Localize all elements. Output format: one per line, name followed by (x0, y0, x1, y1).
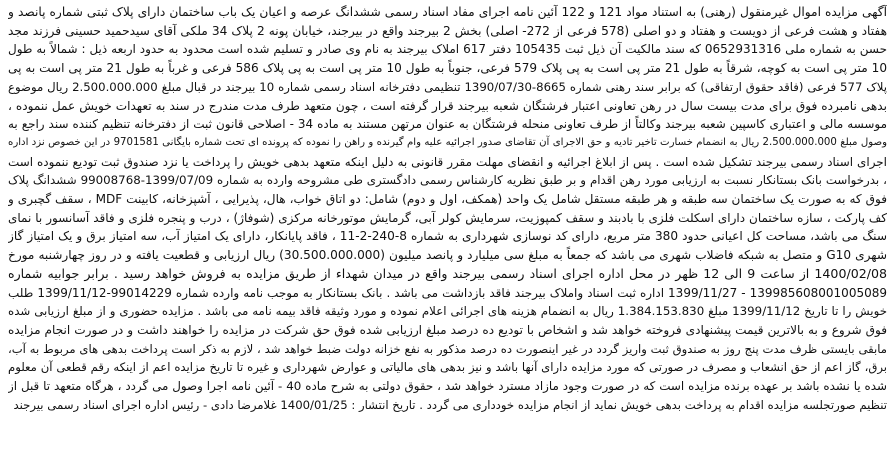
notice-line: برق، گاز اعم از حق انشعاب و مصرف در صورتی که مورد مزایده دارای آنها باشد و نیز بدهی های مالیاتی و عوارض شهرداری و غیره تا تاریخ مزایده اعم از اینکه رقم قطعی آن معلوم (8, 360, 887, 375)
notice-line: 10 متر پی است به کوچه، شرقاً به طول 21 متر پی است به پی پلاک 579 فرعی، جنوباً به طول 10 متر پی است به پی پلاک 586 فرعی و غرباً به طول 21 متر پی است به پی (8, 61, 887, 76)
notice-line: وصول مبلغ 2.500.000.000 ریال به انضمام خسارت تاخیر تادیه و حق الاجرای آن تقاضای صدور اجرائیه علیه وام گیرنده و راهن را نموده که پرونده ای تحت شماره بایگانی 9701581 در این خصوص نزد اداره (8, 136, 887, 148)
notice-line: موسسه مالی و اعتباری کاسپین شعبه بیرجند وکالتاً از طرف تعاونی منحله فرشتگان به عنوان مرتهن مستند به ماده 34 - اصلاحی قانون ثبت از دفترخانه تنظیم کننده سند راجع به (8, 117, 887, 132)
notice-line: ، بدرخواست بانک بستانکار نسبت به ارزیابی مورد رهن اقدام و بر طبق نظریه کارشناس رسمی دادگستری طی مشروحه وارده به شماره 1399/07/09-99008768 ششدانگ پلاک (8, 173, 887, 188)
notice-line: فوق شروع و به بالاترین قیمت پیشنهادی فروخته خواهد شد و اشخاص با تودیع ده درصد مبلغ ارزیابی شده فوق حق شرکت در مزایده را خواهند داشت و در صورت انجام مزایده (8, 322, 887, 337)
notice-line: شهری G10 و متصل به شبکه فاضلاب شهری می باشد که جمعاً به مبلغ سی میلیارد و پانصد میلیون (30.500.000.000) ریال ارزیابی و قطعیت یافته و در روز چهارشنبه مورخ (8, 248, 887, 263)
notice-line: هفتاد و هشت فرعی از دویست و هفتاد و دو اصلی (578 فرعی از 272- اصلی) بخش 2 بیرجند واقع در بیرجند، خیابان پونه 2 پلاک 34 ملکی آقای سیدحمید حسینی فرزند مجد (8, 23, 887, 38)
notice-line: خویش را تا تاریخ 1399/11/12 مبلغ 1.384.153.830 ریال به انضمام هزینه های اجرائی اعلام نموده و مورد وثیقه فاقد بیمه نامه می باشد . مزایده حضوری و از مبلغ ارزیابی شده (8, 304, 887, 319)
notice-line: اجرای اسناد رسمی بیرجند تشکیل شده است . پس از ابلاغ اجرائیه و انقضای مهلت مقرر قانونی به دلیل اینکه متعهد بدهی خویش را پرداخت یا نزد صندوق ثبت تودیع ننموده است (8, 154, 887, 169)
notice-line: کف پارکت ، سازه ساختمان دارای اسکلت فلزی با بادبند و سقف کمپوزیت، سرمایش کولر آبی، گرمایش موتورخانه مرکزی (شوفاژ) ، درب و پنجره فلزی و فاقد آسانسور با نمای (8, 210, 887, 225)
notice-line: مابقی بایستی ظرف مدت پنج روز به صندوق ثبت واریز گردد در غیر اینصورت ده درصد مذکور به نفع خزانه دولت ضبط خواهد شد ، لازم به ذکر است پرداخت بدهی های مربوط به آب، (8, 341, 887, 356)
notice-line: آگهی مزایده اموال غیرمنقول (رهنی) به استناد مواد 121 و 122 آئین نامه اجرای مفاد اسناد رسمی ششدانگ عرصه و اعیان یک باب ساختمان دارای پلاک ثبتی شماره پانصد و (8, 5, 887, 19)
notice-line: تنظیم صورتجلسه مزایده اقدام به پرداخت بدهی خویش نماید از انجام مزایده خودداری می گردد . تاریخ انتشار : 1400/01/25 غلامرضا دادی - رئیس اداره اجرای اسناد رسمی بیرجند (13, 397, 887, 412)
notice-line: پلاک 577 فرعی (فاقد حقوق ارتفاقی) که برابر سند رهنی شماره 8665-1390/07/30 تنظیمی دفترخانه اسناد رسمی شماره 10 بیرجند در قبال مبلغ 2.500.000.000 ریال موضوع (8, 79, 887, 94)
notice-line: 1400/02/08 از ساعت 9 الی 12 ظهر در محل اداره اجرای اسناد رسمی بیرجند واقع در میدان شهداء از طریق مزایده به فروش خواهد رسید . برابر جوابیه شماره (8, 265, 887, 281)
notice-line: 139985608001005089 - 1399/11/27 اداره ثبت اسناد واملاک بیرجند فاقد بازداشت می باشد . بانک بستانکار به موجب نامه وارده شماره 99014229-1399/11/12 طلب (8, 285, 887, 300)
notice-line: فوق که به صورت یک ساختمان سه طبقه و هر طبقه مستقل شامل یک واحد (همکف، اول و دوم) شامل: دو اتاق خواب، هال، پذیرایی ، آشپزخانه، کابینت MDF ، سقف گچبری و (8, 192, 887, 207)
notice-line: حسن به شماره ملی 0652931316 که سند مالکیت آن ذیل ثبت 105435 دفتر 617 املاک بیرجند به نام وی صادر و تسلیم شده است محدود به حدود اربعه ذیل : شمالاً به طول (8, 42, 887, 57)
notice-line: سنگ می باشد، مساحت کل اعیانی حدود 380 متر مربع، دارای کد نوسازی شهرداری به شماره 8-240-2-11 ، فاقد پایانکار، دارای یک امتیاز آب، سه امتیاز برق و یک امتیاز گاز (8, 229, 887, 244)
notice-line: شده یا نشده باشد بر عهده برنده مزایده است که در صورت وجود مازاد مسترد خواهد شد ، حقوق دولتی به شرح ماده 40 - آئین نامه اجرا وصول می گردد ، هرگاه متعهد تا قبل از (8, 379, 887, 394)
notice-line: بدهی نامبرده فوق برای مدت بیست سال در رهن تعاونی اعتبار فرشتگان شعبه بیرجند قرار گرفته است ، چون متعهد طرف مدت مندرج در سند به تعهدات خویش عمل ننموده ، (8, 98, 887, 113)
